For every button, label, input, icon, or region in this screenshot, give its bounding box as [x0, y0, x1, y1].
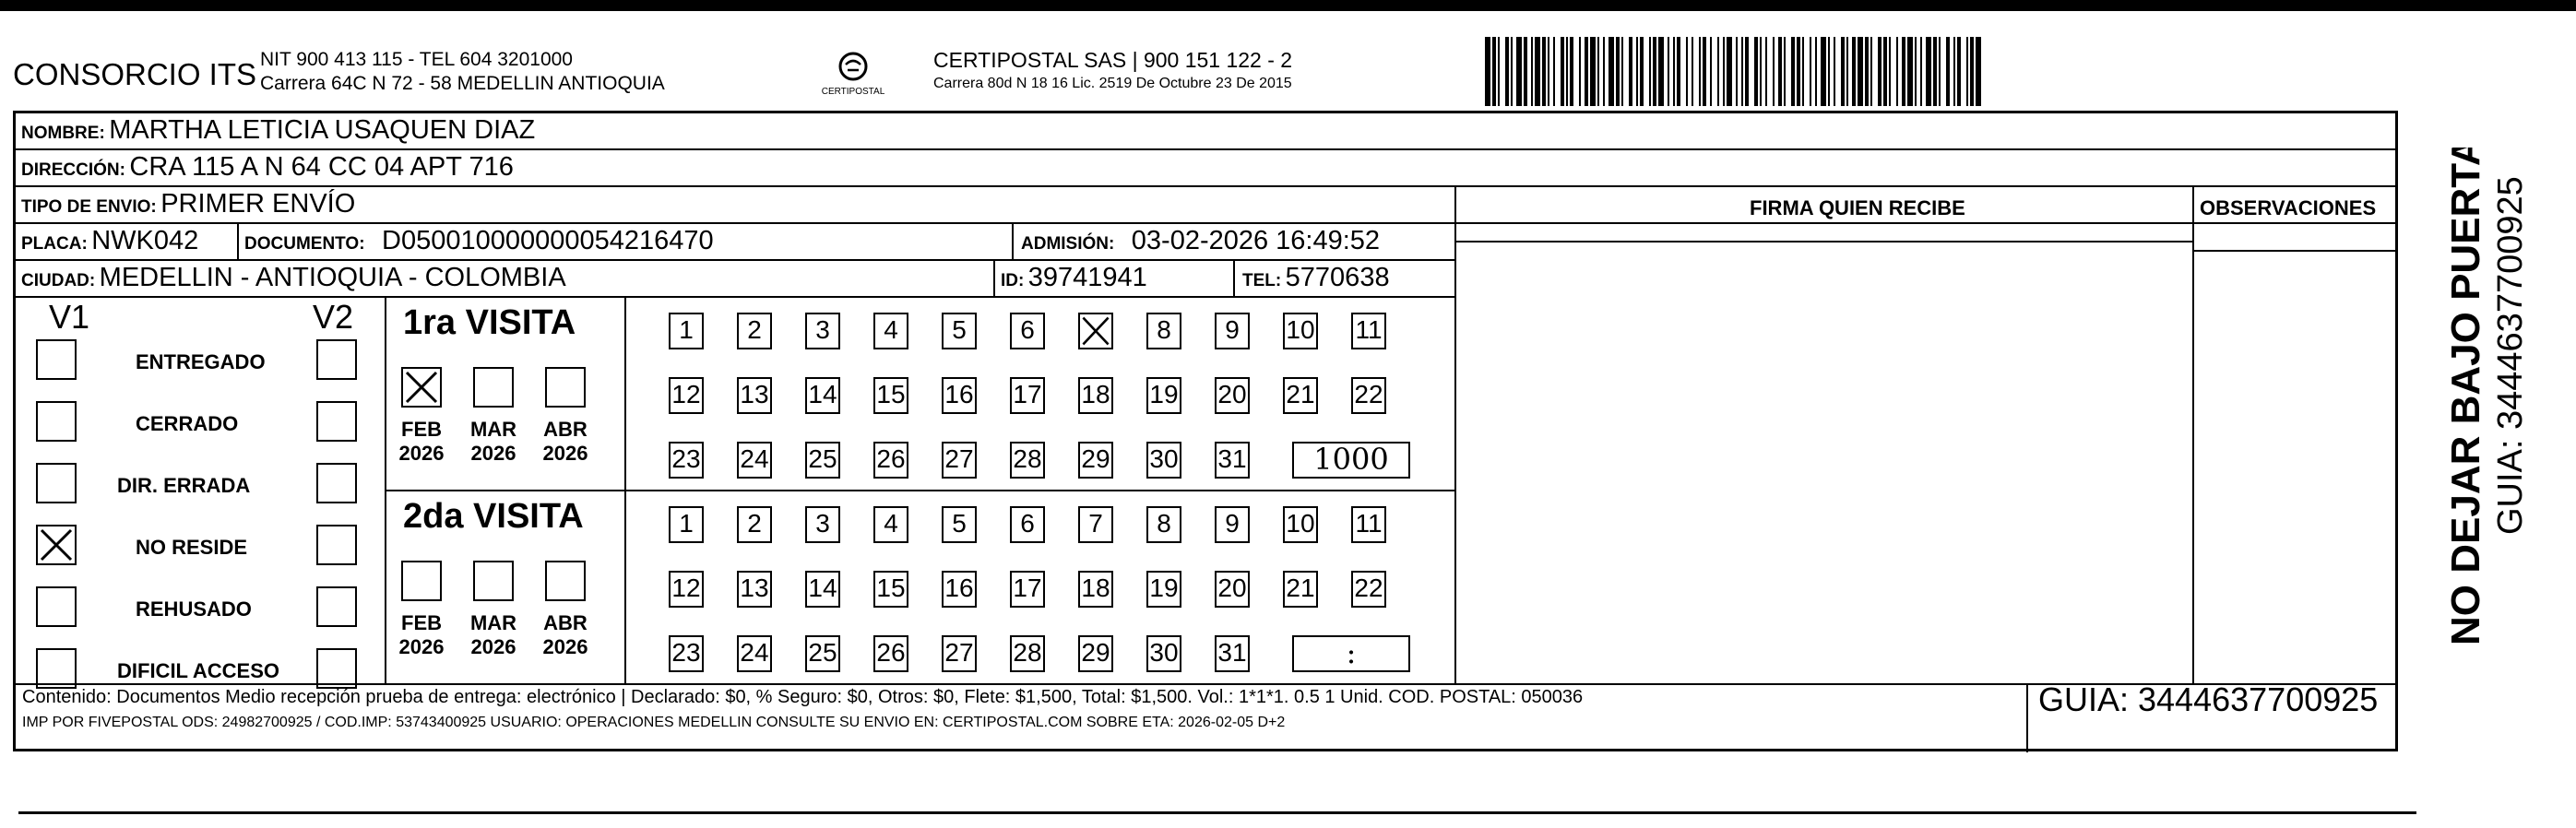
- day-box[interactable]: 15: [873, 571, 908, 608]
- tel-label: TEL:: [1242, 271, 1282, 290]
- month-name: ABR: [543, 418, 588, 441]
- company-info: [260, 48, 665, 96]
- observaciones-header: OBSERVACIONES: [2200, 196, 2377, 219]
- day-box[interactable]: 10: [1283, 506, 1318, 543]
- month-checkbox-abr[interactable]: [545, 367, 586, 408]
- tipo-value: PRIMER ENVÍO: [160, 189, 356, 219]
- month-checkbox-mar[interactable]: [473, 561, 514, 601]
- day-box[interactable]: 31: [1215, 442, 1250, 479]
- nombre-label: NOMBRE:: [21, 124, 105, 143]
- day-box[interactable]: 4: [873, 506, 908, 543]
- v2-checkbox-no-reside[interactable]: [316, 525, 357, 565]
- barcode: [1485, 37, 2223, 106]
- day-box[interactable]: 10: [1283, 313, 1318, 349]
- month-name: MAR: [469, 418, 517, 441]
- tipo-envio-row: [21, 189, 355, 219]
- ciudad-row: [21, 263, 566, 293]
- admision-row: [1021, 226, 1380, 256]
- month-year: 2026: [398, 442, 445, 465]
- v1-checkbox-rehusado[interactable]: [36, 586, 77, 627]
- day-box[interactable]: 28: [1010, 635, 1045, 672]
- day-box[interactable]: 5: [942, 313, 977, 349]
- tel-value: 5770638: [1285, 263, 1390, 292]
- placa-value: NWK042: [91, 226, 199, 255]
- month-checkbox-mar[interactable]: [473, 367, 514, 408]
- day-box[interactable]: 27: [942, 635, 977, 672]
- side-guia-text: GUIA: 3444637700925: [2491, 176, 2530, 535]
- day-box[interactable]: 18: [1078, 571, 1113, 608]
- admision-label: ADMISIÓN:: [1021, 234, 1115, 254]
- month-name: ABR: [543, 611, 588, 634]
- day-box[interactable]: 16: [942, 377, 977, 414]
- day-box[interactable]: 30: [1146, 635, 1181, 672]
- barcode-gap: [1981, 37, 1985, 106]
- footer-guia: GUIA: 3444637700925: [2038, 680, 2379, 718]
- v1-checkbox-dificil-acceso[interactable]: [36, 648, 77, 689]
- company-name: CONSORCIO ITS: [13, 57, 257, 91]
- day-box[interactable]: 22: [1351, 571, 1386, 608]
- month-label: [538, 611, 593, 659]
- no-dejar-text: NO DEJAR BAJO PUERTA: [2443, 148, 2488, 645]
- day-box[interactable]: 3: [805, 506, 840, 543]
- day-box[interactable]: 24: [737, 635, 772, 672]
- month-label: [538, 418, 593, 466]
- day-box[interactable]: 23: [669, 442, 704, 479]
- month-year: 2026: [470, 635, 516, 658]
- v2-checkbox-rehusado[interactable]: [316, 586, 357, 627]
- top-border: [0, 0, 2576, 11]
- day-box[interactable]: 8: [1146, 313, 1181, 349]
- certipostal-line: CERTIPOSTAL SAS | 900 151 122 - 2: [933, 48, 1293, 72]
- v2-checkbox-dir-errada[interactable]: [316, 463, 357, 503]
- day-box[interactable]: 23: [669, 635, 704, 672]
- day-box[interactable]: 12: [669, 571, 704, 608]
- month-label: [394, 611, 449, 659]
- month-year: 2026: [470, 442, 516, 465]
- day-box[interactable]: 11: [1351, 506, 1386, 543]
- direccion-label: DIRECCIÓN:: [21, 160, 125, 180]
- month-name: FEB: [401, 611, 442, 634]
- month-year: 2026: [398, 635, 445, 658]
- v1-checkbox-no-reside[interactable]: [36, 525, 77, 565]
- day-box[interactable]: 29: [1078, 635, 1113, 672]
- firma-header: FIRMA QUIEN RECIBE: [1750, 196, 1965, 219]
- time-box[interactable]: 1000: [1292, 442, 1410, 479]
- day-box[interactable]: 24: [737, 442, 772, 479]
- day-box[interactable]: 19: [1146, 377, 1181, 414]
- footer-contenido: Contenido: Documentos Medio recepción prueba de entrega: electrónico | Declarado: $0, % Seguro: $0, Otros: $0, Flete: $1,500, Total: $1,500. Vol.: 1*1*1. 0.5 1 Unid. COD. POSTAL: 050036: [22, 687, 1584, 707]
- footer-imp: IMP POR FIVEPOSTAL ODS: 24982700925 / COD.IMP: 53743400925 USUARIO: OPERACIONES MEDELLIN CONSULTE SU ENVIO EN: CERTIPOSTAL.COM SOBRE ETA: 2026-02-05 D+2: [22, 715, 1286, 730]
- day-box[interactable]: 1: [669, 506, 704, 543]
- day-box[interactable]: 14: [805, 571, 840, 608]
- day-box[interactable]: 3: [805, 313, 840, 349]
- month-name: FEB: [401, 418, 442, 441]
- side-vertical-text: [2426, 148, 2546, 664]
- day-box[interactable]: 27: [942, 442, 977, 479]
- observations-area[interactable]: [2194, 252, 2393, 681]
- bottom-border: [18, 811, 2416, 814]
- day-box[interactable]: 8: [1146, 506, 1181, 543]
- day-box[interactable]: 2: [737, 313, 772, 349]
- v2-checkbox-entregado[interactable]: [316, 339, 357, 380]
- time-box[interactable]: :: [1292, 635, 1410, 672]
- day-box[interactable]: 2: [737, 506, 772, 543]
- day-box[interactable]: 29: [1078, 442, 1113, 479]
- placa-label: PLACA:: [21, 234, 88, 254]
- day-box[interactable]: 19: [1146, 571, 1181, 608]
- day-box[interactable]: 25: [805, 442, 840, 479]
- month-label: [466, 418, 521, 466]
- day-box[interactable]: 12: [669, 377, 704, 414]
- signature-area[interactable]: [1456, 242, 2190, 681]
- id-value: 39741941: [1027, 263, 1147, 292]
- second-visit-title: 2da VISITA: [403, 497, 584, 536]
- v2-checkbox-dificil-acceso[interactable]: [316, 648, 357, 689]
- month-label: [394, 418, 449, 466]
- day-box[interactable]: [1078, 313, 1113, 349]
- day-box[interactable]: 4: [873, 313, 908, 349]
- tipo-label: TIPO DE ENVIO:: [21, 197, 157, 217]
- documento-row: [244, 226, 714, 256]
- day-box[interactable]: 16: [942, 571, 977, 608]
- day-box[interactable]: 13: [737, 571, 772, 608]
- reason-label: DIFICIL ACCESO: [117, 659, 280, 682]
- id-label: ID:: [1001, 271, 1025, 290]
- day-box[interactable]: 1: [669, 313, 704, 349]
- day-box[interactable]: 13: [737, 377, 772, 414]
- month-checkbox-feb[interactable]: [401, 367, 442, 408]
- reason-label: REHUSADO: [136, 597, 252, 621]
- reason-label: DIR. ERRADA: [117, 474, 251, 497]
- day-box[interactable]: 11: [1351, 313, 1386, 349]
- day-box[interactable]: 17: [1010, 377, 1045, 414]
- day-box[interactable]: 31: [1215, 635, 1250, 672]
- day-box[interactable]: 30: [1146, 442, 1181, 479]
- day-box[interactable]: 9: [1215, 313, 1250, 349]
- v1-checkbox-cerrado[interactable]: [36, 401, 77, 442]
- placa-row: [21, 226, 198, 256]
- ciudad-value: MEDELLIN - ANTIOQUIA - COLOMBIA: [99, 263, 566, 292]
- day-box[interactable]: 26: [873, 442, 908, 479]
- day-box[interactable]: 9: [1215, 506, 1250, 543]
- month-year: 2026: [542, 442, 588, 465]
- direccion-value: CRA 115 A N 64 CC 04 APT 716: [129, 152, 514, 182]
- day-box[interactable]: 18: [1078, 377, 1113, 414]
- v2-checkbox-cerrado[interactable]: [316, 401, 357, 442]
- documento-value: D050010000000054216470: [382, 226, 714, 255]
- id-row: [1001, 263, 1147, 293]
- month-checkbox-feb[interactable]: [401, 561, 442, 601]
- reason-label: NO RESIDE: [136, 536, 248, 559]
- day-box[interactable]: 15: [873, 377, 908, 414]
- tel-row: [1242, 263, 1390, 293]
- day-box[interactable]: 5: [942, 506, 977, 543]
- certipostal-info: [933, 48, 1292, 96]
- address-line: Carrera 64C N 72 - 58 MEDELLIN ANTIOQUIA: [260, 73, 665, 94]
- v2-header: V2: [313, 298, 354, 336]
- reason-label: CERRADO: [136, 412, 239, 435]
- v1-header: V1: [49, 298, 90, 336]
- reason-label: ENTREGADO: [136, 350, 266, 373]
- day-box[interactable]: 6: [1010, 313, 1045, 349]
- month-checkbox-abr[interactable]: [545, 561, 586, 601]
- direccion-row: [21, 152, 514, 183]
- certipostal-logo: [816, 46, 890, 101]
- month-label: [466, 611, 521, 659]
- nit-line: NIT 900 413 115 - TEL 604 3201000: [260, 49, 573, 70]
- nombre-value: MARTHA LETICIA USAQUEN DIAZ: [109, 115, 536, 145]
- svg-text:CERTIPOSTAL: CERTIPOSTAL: [821, 87, 885, 97]
- certipostal-address: Carrera 80d N 18 16 Lic. 2519 De Octubre 23 De 2015: [933, 76, 1292, 91]
- nombre-row: [21, 115, 535, 146]
- v1-checkbox-entregado[interactable]: [36, 339, 77, 380]
- day-box[interactable]: 14: [805, 377, 840, 414]
- day-box[interactable]: 26: [873, 635, 908, 672]
- delivery-form: [13, 111, 2398, 751]
- month-name: MAR: [469, 611, 517, 634]
- day-box[interactable]: 20: [1215, 571, 1250, 608]
- day-box[interactable]: 22: [1351, 377, 1386, 414]
- day-box[interactable]: 20: [1215, 377, 1250, 414]
- day-box[interactable]: 7: [1078, 506, 1113, 543]
- first-visit-title: 1ra VISITA: [403, 303, 576, 342]
- documento-label: DOCUMENTO:: [244, 234, 365, 254]
- day-box[interactable]: 21: [1283, 571, 1318, 608]
- day-box[interactable]: 6: [1010, 506, 1045, 543]
- day-box[interactable]: 21: [1283, 377, 1318, 414]
- day-box[interactable]: 17: [1010, 571, 1045, 608]
- day-box[interactable]: 25: [805, 635, 840, 672]
- admision-value: 03-02-2026 16:49:52: [1131, 226, 1381, 255]
- day-box[interactable]: 28: [1010, 442, 1045, 479]
- v1-checkbox-dir-errada[interactable]: [36, 463, 77, 503]
- ciudad-label: CIUDAD:: [21, 271, 96, 290]
- month-year: 2026: [542, 635, 588, 658]
